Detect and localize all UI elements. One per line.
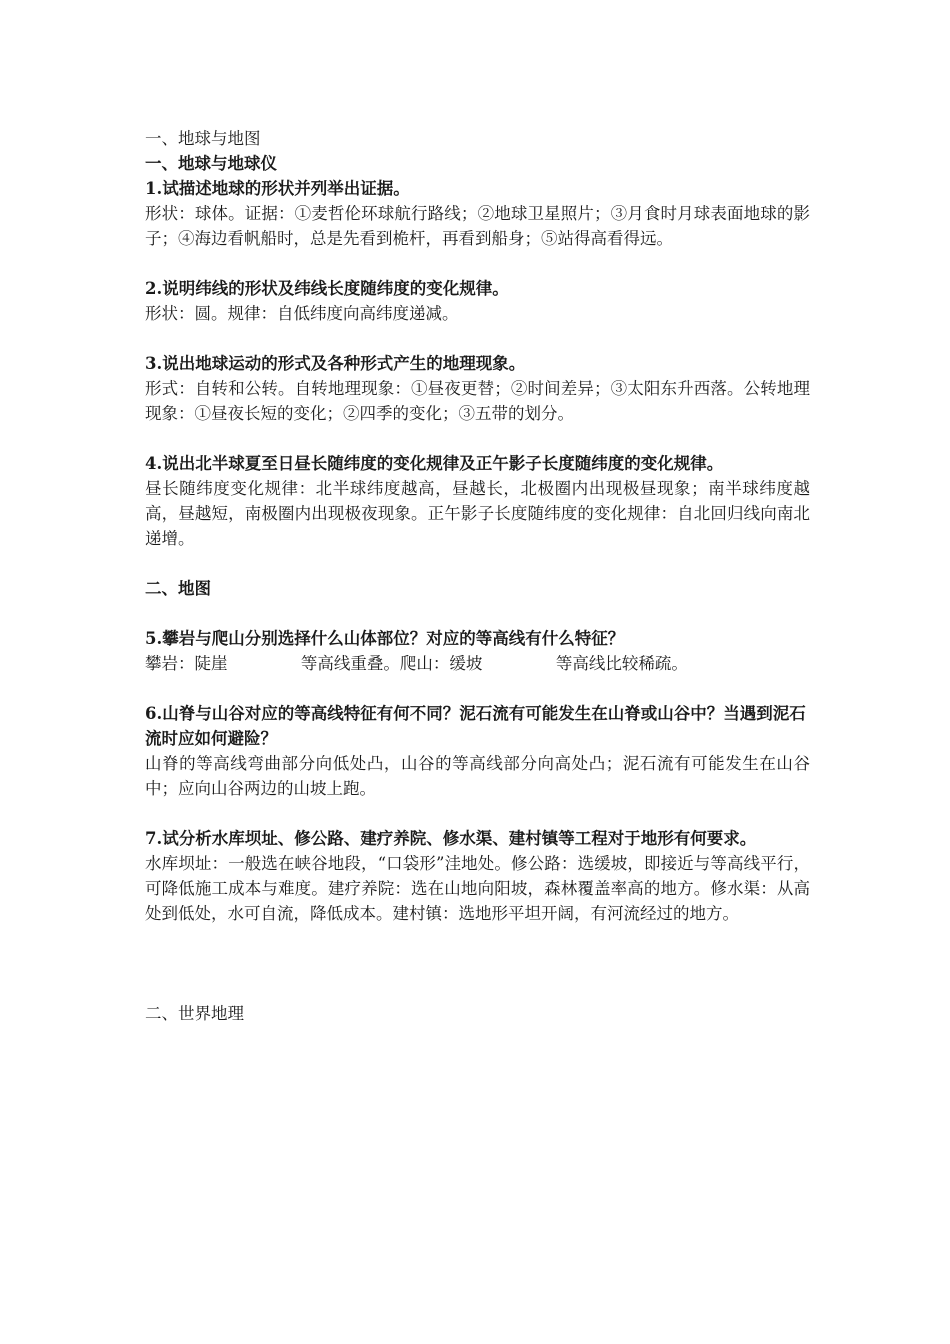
spacer bbox=[145, 551, 810, 576]
spacer bbox=[145, 601, 810, 626]
spacer bbox=[145, 926, 810, 1001]
answer-2: 形状：圆。规律：自低纬度向高纬度递减。 bbox=[145, 304, 459, 323]
question-2: 2.说明纬线的形状及纬线长度随纬度的变化规律。 bbox=[145, 279, 509, 298]
spacer bbox=[145, 801, 810, 826]
spacer bbox=[145, 426, 810, 451]
question-1: 1.试描述地球的形状并列举出证据。 bbox=[145, 179, 410, 198]
spacer bbox=[145, 326, 810, 351]
chapter-heading-world: 二、世界地理 bbox=[145, 1004, 244, 1023]
question-3: 3.说出地球运动的形式及各种形式产生的地理现象。 bbox=[145, 354, 526, 373]
spacer bbox=[145, 251, 810, 276]
question-7: 7.试分析水库坝址、修公路、建疗养院、修水渠、建村镇等工程对于地形有何要求。 bbox=[145, 829, 757, 848]
document-page bbox=[145, 126, 810, 1026]
section-title-maps: 二、地图 bbox=[145, 579, 211, 598]
chapter-heading: 一、地球与地图 bbox=[145, 129, 261, 148]
answer-1: 形状：球体。证据：①麦哲伦环球航行路线；②地球卫星照片；③月食时月球表面地球的影子；④海边看帆船时，总是先看到桅杆，再看到船身；⑤站得高看得远。 bbox=[145, 204, 810, 248]
question-4: 4.说出北半球夏至日昼长随纬度的变化规律及正午影子长度随纬度的变化规律。 bbox=[145, 454, 724, 473]
question-5: 5.攀岩与爬山分别选择什么山体部位？对应的等高线有什么特征？ bbox=[145, 629, 625, 648]
question-6: 6.山脊与山谷对应的等高线特征有何不同？泥石流有可能发生在山脊或山谷中？当遇到泥石流时应如何避险？ bbox=[145, 704, 806, 748]
section-title-earth-globe: 一、地球与地球仪 bbox=[145, 154, 277, 173]
answer-3: 形式：自转和公转。自转地理现象：①昼夜更替；②时间差异；③太阳东升西落。公转地理现象：①昼夜长短的变化；②四季的变化；③五带的划分。 bbox=[145, 379, 810, 423]
answer-4: 昼长随纬度变化规律：北半球纬度越高，昼越长，北极圈内出现极昼现象；南半球纬度越高，昼越短，南极圈内出现极夜现象。正午影子长度随纬度的变化规律：自北回归线向南北递增。 bbox=[145, 479, 810, 548]
answer-5: 攀岩：陡崖 等高线重叠。爬山：缓坡 等高线比较稀疏。 bbox=[145, 654, 688, 673]
spacer bbox=[145, 676, 810, 701]
answer-6: 山脊的等高线弯曲部分向低处凸，山谷的等高线部分向高处凸；泥石流有可能发生在山谷中；应向山谷两边的山坡上跑。 bbox=[145, 754, 810, 798]
answer-7: 水库坝址：一般选在峡谷地段，“口袋形”洼地处。修公路：选缓坡，即接近与等高线平行，可降低施工成本与难度。建疗养院：选在山地向阳坡，森林覆盖率高的地方。修水渠：从高处到低处，水可自流，降低成本。建村镇：选地形平坦开阔，有河流经过的地方。 bbox=[145, 854, 810, 923]
